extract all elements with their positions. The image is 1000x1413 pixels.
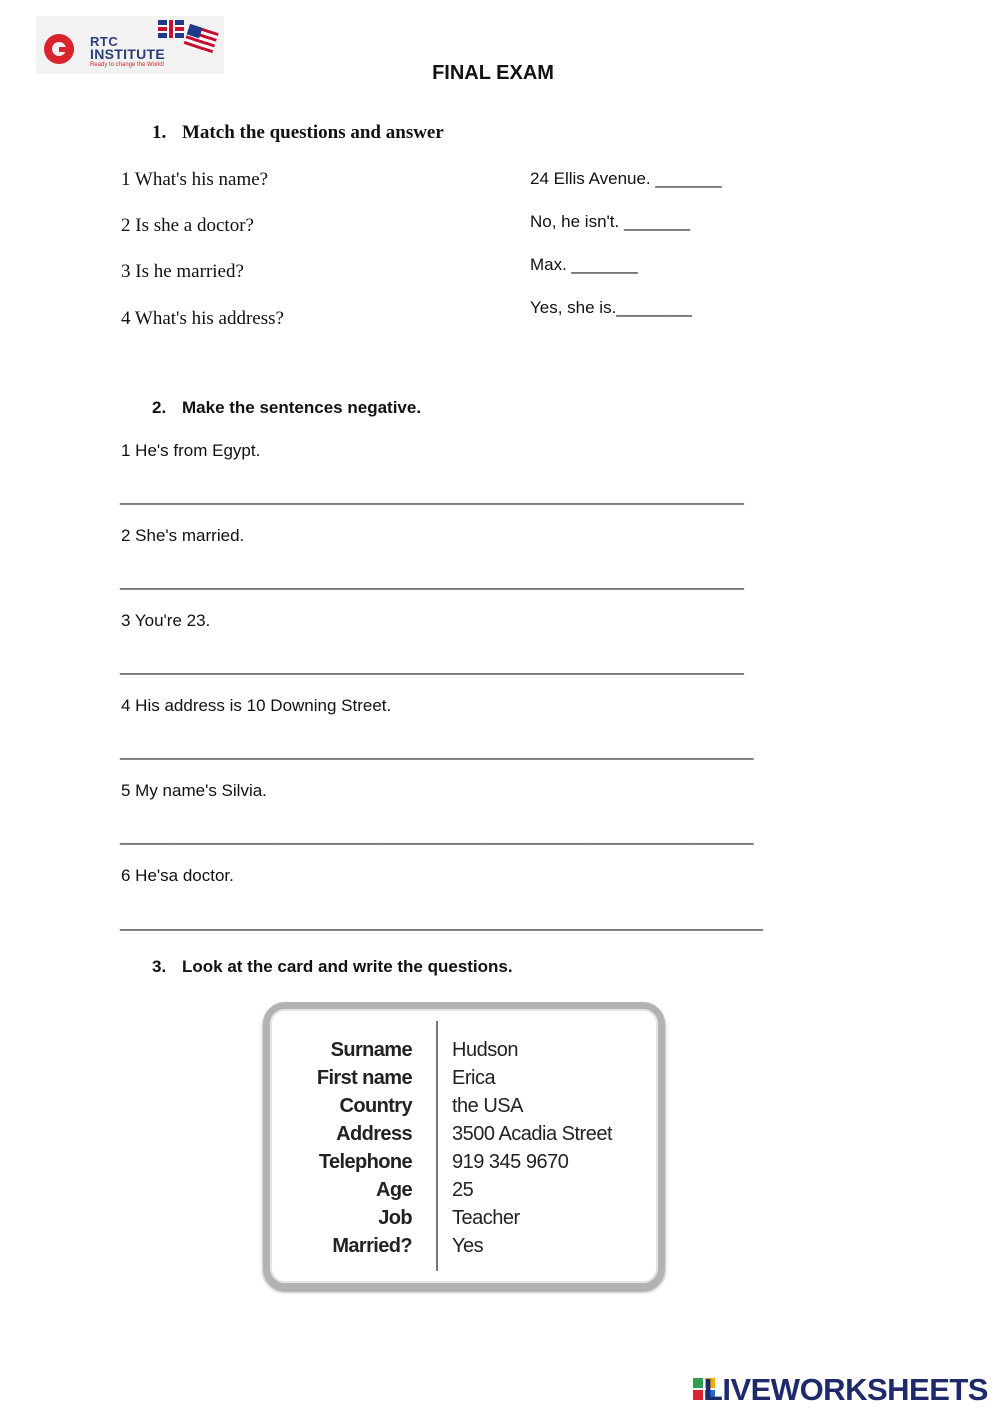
card-row-married xyxy=(270,1235,658,1263)
answer-line-6[interactable]: ____________________________________________________________________ xyxy=(120,912,763,931)
negative-sentence-5: 5 My name's Silvia. xyxy=(121,781,267,800)
card-row-telephone xyxy=(270,1151,658,1179)
us-flag-icon xyxy=(183,24,218,54)
card-label: Age xyxy=(376,1179,412,1201)
section3-heading xyxy=(152,957,513,977)
answer-line-1[interactable]: __________________________________________________________________ xyxy=(120,486,745,505)
card-label: First name xyxy=(316,1067,412,1089)
card-row-surname xyxy=(270,1039,658,1067)
page-title: FINAL EXAM xyxy=(432,62,554,84)
negative-sentence-4: 4 His address is 10 Downing Street. xyxy=(121,696,392,715)
logo-name-line2: INSTITUTE xyxy=(90,46,166,62)
card-value: 919 345 9670 xyxy=(452,1151,569,1173)
negative-sentence-6: 6 He'sa doctor. xyxy=(121,866,234,885)
match-answer-2[interactable]: No, he isn't. _______ xyxy=(530,212,691,231)
match-question-3: 3 Is he married? xyxy=(121,261,244,282)
card-label: Telephone xyxy=(318,1151,412,1173)
negative-sentence-2: 2 She's married. xyxy=(121,526,245,545)
logo-name-line1: RTC xyxy=(90,34,119,49)
liveworksheets-brand[interactable]: LIVEWORKSHEETS xyxy=(703,1372,988,1407)
card-value: Erica xyxy=(452,1067,496,1089)
section3-number: 3. xyxy=(152,957,167,976)
match-answer-1[interactable]: 24 Ellis Avenue. _______ xyxy=(530,169,722,188)
card-row-country xyxy=(270,1095,658,1123)
answer-line-5[interactable]: ___________________________________________________________________ xyxy=(120,826,754,845)
negative-sentence-1: 1 He's from Egypt. xyxy=(121,441,261,460)
card-value: 3500 Acadia Street xyxy=(452,1123,613,1145)
section2-title: Make the sentences negative. xyxy=(182,398,422,417)
card-value: Hudson xyxy=(452,1039,518,1061)
card-value: 25 xyxy=(452,1179,474,1201)
match-answer-4[interactable]: Yes, she is.________ xyxy=(530,298,692,317)
section1-heading xyxy=(152,122,444,144)
section1-title: Match the questions and answer xyxy=(182,122,444,143)
match-question-4: 4 What's his address? xyxy=(121,308,284,329)
section3-title: Look at the card and write the questions. xyxy=(182,957,513,976)
match-answer-3[interactable]: Max. _______ xyxy=(530,255,638,274)
answer-line-2[interactable]: __________________________________________________________________ xyxy=(120,571,745,590)
card-row-age xyxy=(270,1179,658,1207)
match-question-2: 2 Is she a doctor? xyxy=(121,215,254,236)
rtc-logo-mark-icon xyxy=(44,34,74,64)
card-row-address xyxy=(270,1123,658,1151)
card-label: Married? xyxy=(332,1235,412,1257)
card-value: Yes xyxy=(452,1235,484,1257)
card-label: Surname xyxy=(330,1039,412,1061)
card-label: Job xyxy=(378,1207,412,1229)
card-value: the USA xyxy=(452,1095,523,1117)
uk-flag-icon xyxy=(158,20,184,38)
match-question-1: 1 What's his name? xyxy=(121,169,269,190)
card-row-job xyxy=(270,1207,658,1235)
section1-number: 1. xyxy=(152,122,167,143)
card-value: Teacher xyxy=(452,1207,520,1229)
logo-tagline: Ready to change the World! xyxy=(90,62,165,68)
id-card xyxy=(263,1002,665,1290)
answer-line-3[interactable]: __________________________________________________________________ xyxy=(120,656,745,675)
card-label: Address xyxy=(336,1123,412,1145)
negative-sentence-3: 3 You're 23. xyxy=(121,611,211,630)
answer-line-4[interactable]: ___________________________________________________________________ xyxy=(120,741,754,760)
section2-heading xyxy=(152,398,421,418)
card-row-first-name xyxy=(270,1067,658,1095)
card-label: Country xyxy=(339,1095,412,1117)
section2-number: 2. xyxy=(152,398,167,417)
